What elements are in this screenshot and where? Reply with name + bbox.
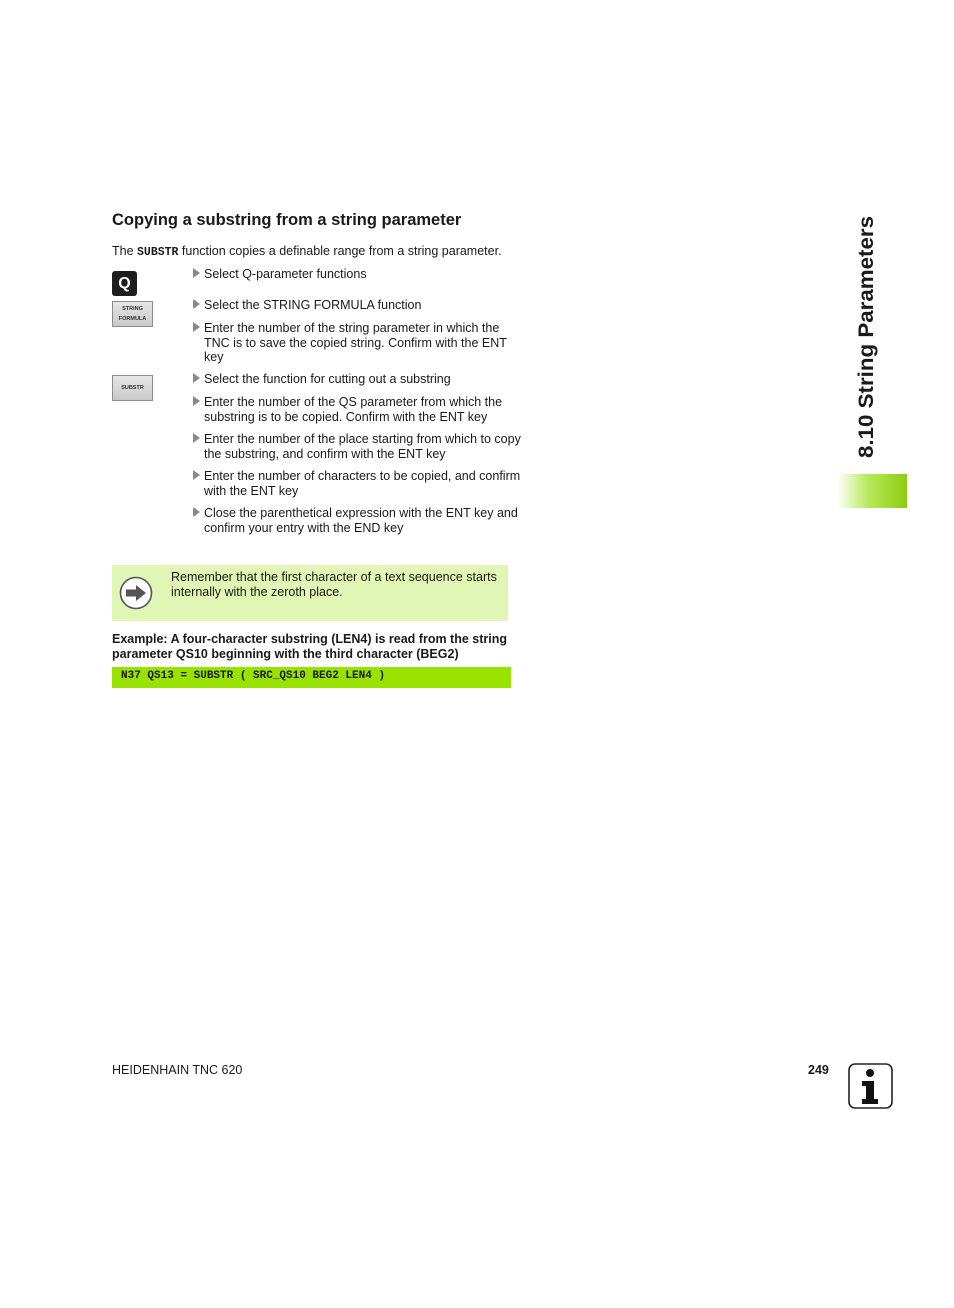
triangle-bullet-icon [193, 299, 200, 309]
step-text: Enter the number of the string parameter in which the TNC is to save the copied string. Confirm with the ENT key [204, 321, 507, 364]
triangle-bullet-icon [193, 507, 200, 517]
triangle-bullet-icon [193, 396, 200, 406]
triangle-bullet-icon [193, 373, 200, 383]
intro-code: SUBSTR [137, 246, 179, 259]
page-number: 249 [808, 1063, 829, 1077]
step-item [193, 506, 524, 535]
step-text: Select Q-parameter functions [204, 267, 367, 281]
chapter-side-title [850, 214, 880, 460]
step-item [193, 321, 524, 365]
step-item [193, 267, 524, 282]
step-item [193, 469, 524, 498]
code-line: N37 QS13 = SUBSTR ( SRC_QS10 BEG2 LEN4 ) [121, 670, 386, 682]
step-text: Enter the number of the QS parameter from which the substring is to be copied. Confirm with the ENT key [204, 395, 503, 424]
softkey-label: SUBSTR [121, 385, 144, 391]
example-title: Example: A four-character substring (LEN4) is read from the string parameter QS10 beginning with the third character (BEG2) [112, 632, 507, 661]
softkey-line1: STRING [122, 306, 143, 312]
substr-softkey [112, 375, 153, 401]
arrow-right-icon [119, 576, 153, 610]
intro-post: function copies a definable range from a string parameter. [178, 244, 502, 258]
step-text: Select the STRING FORMULA function [204, 298, 422, 312]
step-text: Select the function for cutting out a substring [204, 372, 451, 386]
intro-paragraph [112, 244, 502, 259]
triangle-bullet-icon [193, 268, 200, 278]
info-icon [848, 1063, 893, 1109]
chapter-title-text: 8.10 String Parameters [855, 230, 878, 458]
step-item [193, 298, 524, 313]
footer-product: HEIDENHAIN TNC 620 [112, 1063, 243, 1077]
note-text: Remember that the first character of a text sequence starts internally with the zeroth place. [171, 570, 497, 599]
intro-pre: The [112, 244, 138, 258]
string-formula-softkey [112, 301, 153, 327]
step-item [193, 395, 524, 424]
chapter-tab-marker [837, 474, 907, 508]
step-text: Enter the number of characters to be copied, and confirm with the ENT key [204, 469, 521, 498]
section-heading: Copying a substring from a string parameter [112, 211, 462, 229]
triangle-bullet-icon [193, 322, 200, 332]
step-item [193, 372, 524, 387]
step-text: Enter the number of the place starting from which to copy the substring, and confirm with the ENT key [204, 432, 521, 461]
triangle-bullet-icon [193, 470, 200, 480]
softkey-line2: FORMULA [118, 316, 147, 322]
step-text: Close the parenthetical expression with the ENT key and confirm your entry with the END key [204, 506, 518, 535]
triangle-bullet-icon [193, 433, 200, 443]
q-key-icon: Q [112, 271, 137, 296]
step-item [193, 432, 524, 461]
